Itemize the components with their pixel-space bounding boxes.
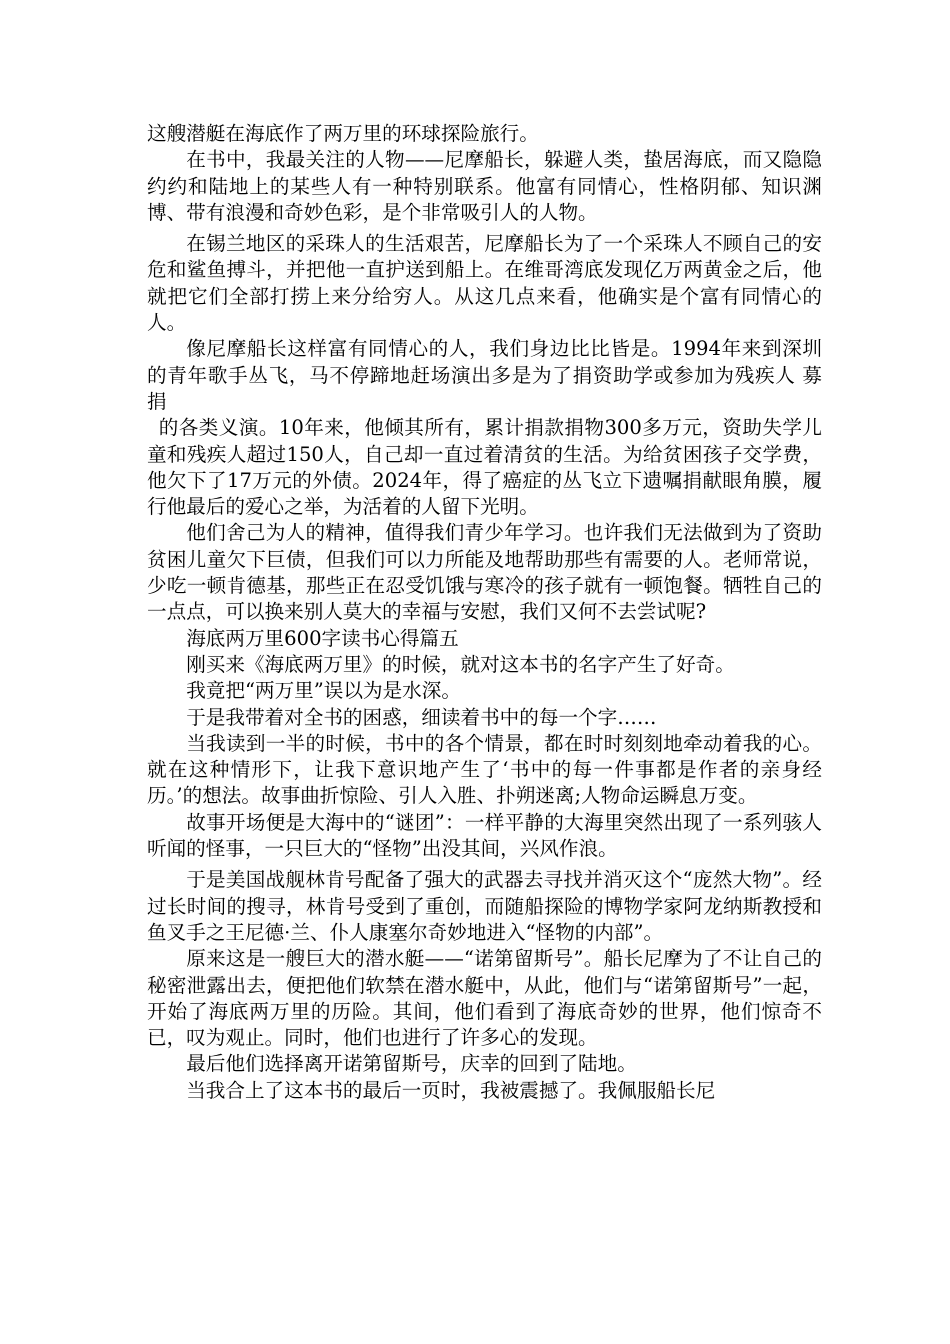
paragraph-6: 他们舍己为人的精神，值得我们青少年学习。也许我们无法做到为了资助贫困儿童欠下巨债，但我们可以力所能及地帮助那些有需要的人。老师常说，少吃一顿肯德基，那些正在忍受饥饿与寒冷的孩子就有一顿饱餐。牺牲自己的一点点，可以换来别人莫大的幸福与安慰，我们又何不去尝试呢?	[147, 521, 822, 624]
paragraph-14: 最后他们选择离开诺第留斯号，庆幸的回到了陆地。	[186, 1052, 637, 1076]
paragraph-2: 在书中，我最关注的人物——尼摩船长，躲避人类，蛰居海底，而又隐隐约约和陆地上的某些人有一种特别联系。他富有同情心，性格阴郁、知识渊博、带有浪漫和奇妙色彩，是个非常吸引人的人物。	[147, 148, 822, 224]
paragraph-1: 这艘潜艇在海底作了两万里的环球探险旅行。	[147, 122, 539, 145]
paragraph-13: 原来这是一艘巨大的潜水艇——“诺第留斯号”。船长尼摩为了不让自己的秘密泄露出去，便把他们软禁在潜水艇中，从此，他们与“诺第留斯号”一起，开始了海底两万里的历险。其间，他们看到了海底奇妙的世界，他们惊奇不已，叹为观止。同时，他们也进行了许多心的发现。	[147, 947, 822, 1050]
paragraph-9: 于是我带着对全书的困惑，细读着书中的每一个字……	[186, 705, 657, 729]
paragraph-3: 在锡兰地区的采珠人的生活艰苦，尼摩船长为了一个采珠人不顾自己的安危和鲨鱼搏斗，并把他一直护送到船上。在维哥湾底发现亿万两黄金之后，他就把它们全部打捞上来分给穷人。从这几点来看，他确实是个富有同情心的人。	[147, 232, 822, 335]
document-page	[147, 121, 822, 1104]
section-heading: 海底两万里600字读书心得篇五	[186, 626, 459, 650]
paragraph-11: 故事开场便是大海中的“谜团”：一样平静的大海里突然出现了一系列骇人听闻的怪事，一只巨大的“怪物”出没其间，兴风作浪。	[147, 810, 822, 861]
paragraph-7: 刚买来《海底两万里》的时候，就对这本书的名字产生了好奇。	[186, 652, 735, 676]
paragraph-12: 于是美国战舰林肯号配备了强大的武器去寻找并消灭这个“庞然大物”。经过长时间的搜寻，林肯号受到了重创，而随船探险的博物学家阿龙纳斯教授和鱼叉手之王尼德·兰、仆人康塞尔奇妙地进入“怪物的内部”。	[147, 868, 822, 944]
paragraph-15: 当我合上了这本书的最后一页时，我被震撼了。我佩服船长尼	[186, 1078, 716, 1102]
paragraph-8: 我竟把“两万里”误以为是水深。	[186, 679, 461, 703]
paragraph-4: 像尼摩船长这样富有同情心的人，我们身边比比皆是。1994年来到深圳的青年歌手丛飞，马不停蹄地赶场演出多是为了捐资助学或参加为残疾人 募 捐	[147, 337, 822, 413]
paragraph-10: 当我读到一半的时候，书中的各个情景，都在时时刻刻地牵动着我的心。就在这种情形下，让我下意识地产生了‘书中的每一件事都是作者的亲身经历。’的想法。故事曲折惊险、引人入胜、扑朔迷离;人物命运瞬息万变。	[147, 731, 822, 808]
paragraph-5: 的各类义演。10年来，他倾其所有，累计捐款捐物300多万元，资助失学儿童和残疾人超过150人，自己却一直过着清贫的生活。为给贫困孩子交学费，他欠下了17万元的外债。2024年，得了癌症的丛飞立下遗嘱捐献眼角膜，履行他最后的爱心之举，为活着的人留下光明。	[147, 416, 822, 519]
